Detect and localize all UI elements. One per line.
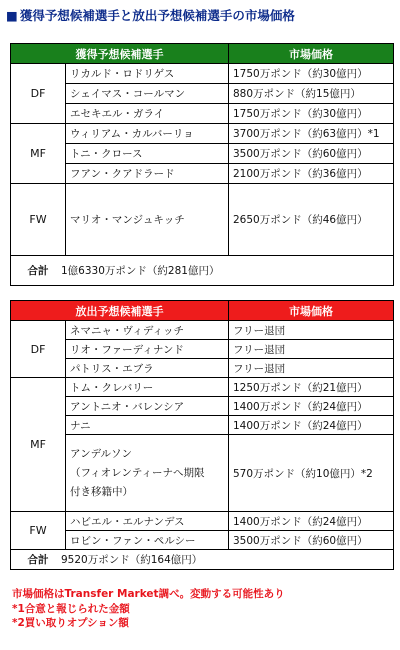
acquire-header-row <box>11 44 394 64</box>
player-cell: トム・クレバリー <box>66 378 229 397</box>
player-cell: ロビン・ファン・ペルシー <box>66 531 229 550</box>
table-row <box>11 164 394 184</box>
price-cell: フリー退団 <box>229 340 394 359</box>
table-row <box>11 184 394 256</box>
table-row <box>11 397 394 416</box>
player-cell: ハビエル・エルナンデス <box>66 512 229 531</box>
acquire-total-cell <box>11 256 394 286</box>
title-text: 獲得予想候補選手と放出予想候補選手の市場価格 <box>19 8 295 23</box>
price-cell: 1750万ポンド（約30億円） <box>229 64 394 84</box>
table-row <box>11 435 394 512</box>
table-row <box>11 512 394 531</box>
price-cell: フリー退団 <box>229 359 394 378</box>
total-value: 1億6330万ポンド（約281億円） <box>61 265 220 277</box>
release-total-row <box>11 550 394 570</box>
acquire-table <box>10 43 394 286</box>
table-row <box>11 84 394 104</box>
player-note-line: （フィオレンティーナへ期限 <box>70 466 205 479</box>
release-total-cell <box>11 550 394 570</box>
table-row <box>11 321 394 340</box>
price-cell: フリー退団 <box>229 321 394 340</box>
footnotes <box>12 587 285 631</box>
player-cell: アントニオ・バレンシア <box>66 397 229 416</box>
price-cell: 1400万ポンド（約24億円） <box>229 416 394 435</box>
position-cell-fw: FW <box>11 512 66 550</box>
position-cell-df: DF <box>11 321 66 378</box>
price-cell: 3700万ポンド（約63億円）*1 <box>229 124 394 144</box>
player-cell: シェイマス・コールマン <box>66 84 229 104</box>
position-cell-mf: MF <box>11 124 66 184</box>
position-cell-df: DF <box>11 64 66 124</box>
price-cell: 1750万ポンド（約30億円） <box>229 104 394 124</box>
release-table <box>10 300 394 570</box>
position-cell-fw: FW <box>11 184 66 256</box>
price-cell: 2650万ポンド（約46億円） <box>229 184 394 256</box>
page-title <box>6 6 295 24</box>
total-label: 合計 <box>27 554 49 566</box>
player-cell: エセキエル・ガライ <box>66 104 229 124</box>
table-row <box>11 104 394 124</box>
price-cell: 1400万ポンド（約24億円） <box>229 512 394 531</box>
player-cell <box>66 435 229 512</box>
price-cell: 1400万ポンド（約24億円） <box>229 397 394 416</box>
price-cell: 2100万ポンド（約36億円） <box>229 164 394 184</box>
player-cell: トニ・クロース <box>66 144 229 164</box>
table-row <box>11 64 394 84</box>
player-cell: フアン・クアドラード <box>66 164 229 184</box>
position-cell-mf: MF <box>11 378 66 512</box>
player-cell: マリオ・マンジュキッチ <box>66 184 229 256</box>
release-header-price: 市場価格 <box>229 301 394 321</box>
table-row <box>11 124 394 144</box>
total-value: 9520万ポンド（約164億円） <box>61 554 203 566</box>
player-cell: ネマニャ・ヴィディッチ <box>66 321 229 340</box>
footnote-source: 市場価格はTransfer Market調べ。変動する可能性あり <box>12 588 285 600</box>
table-row <box>11 531 394 550</box>
release-header-row <box>11 301 394 321</box>
total-label: 合計 <box>27 265 49 277</box>
footnote-1: *1合意と報じられた金額 <box>12 602 130 615</box>
price-cell: 570万ポンド（約10億円）*2 <box>229 435 394 512</box>
price-cell: 1250万ポンド（約21億円） <box>229 378 394 397</box>
acquire-total-row <box>11 256 394 286</box>
acquire-header-price: 市場価格 <box>229 44 394 64</box>
player-cell: パトリス・エブラ <box>66 359 229 378</box>
player-cell: ウィリアム・カルバーリョ <box>66 124 229 144</box>
title-square-bullet: ■ <box>6 8 18 23</box>
player-cell: リオ・ファーディナンド <box>66 340 229 359</box>
table-row <box>11 416 394 435</box>
price-cell: 880万ポンド（約15億円） <box>229 84 394 104</box>
player-cell: ナニ <box>66 416 229 435</box>
table-row <box>11 340 394 359</box>
release-header-player: 放出予想候補選手 <box>11 301 229 321</box>
table-row <box>11 359 394 378</box>
table-row <box>11 378 394 397</box>
price-cell: 3500万ポンド（約60億円） <box>229 144 394 164</box>
player-cell: リカルド・ロドリゲス <box>66 64 229 84</box>
price-cell: 3500万ポンド（約60億円） <box>229 531 394 550</box>
footnote-2: *2買い取りオプション額 <box>12 617 129 629</box>
player-name-line: アンデルソン <box>70 447 133 460</box>
player-note-line: 付き移籍中） <box>70 485 133 498</box>
acquire-header-player: 獲得予想候補選手 <box>11 44 229 64</box>
table-row <box>11 144 394 164</box>
